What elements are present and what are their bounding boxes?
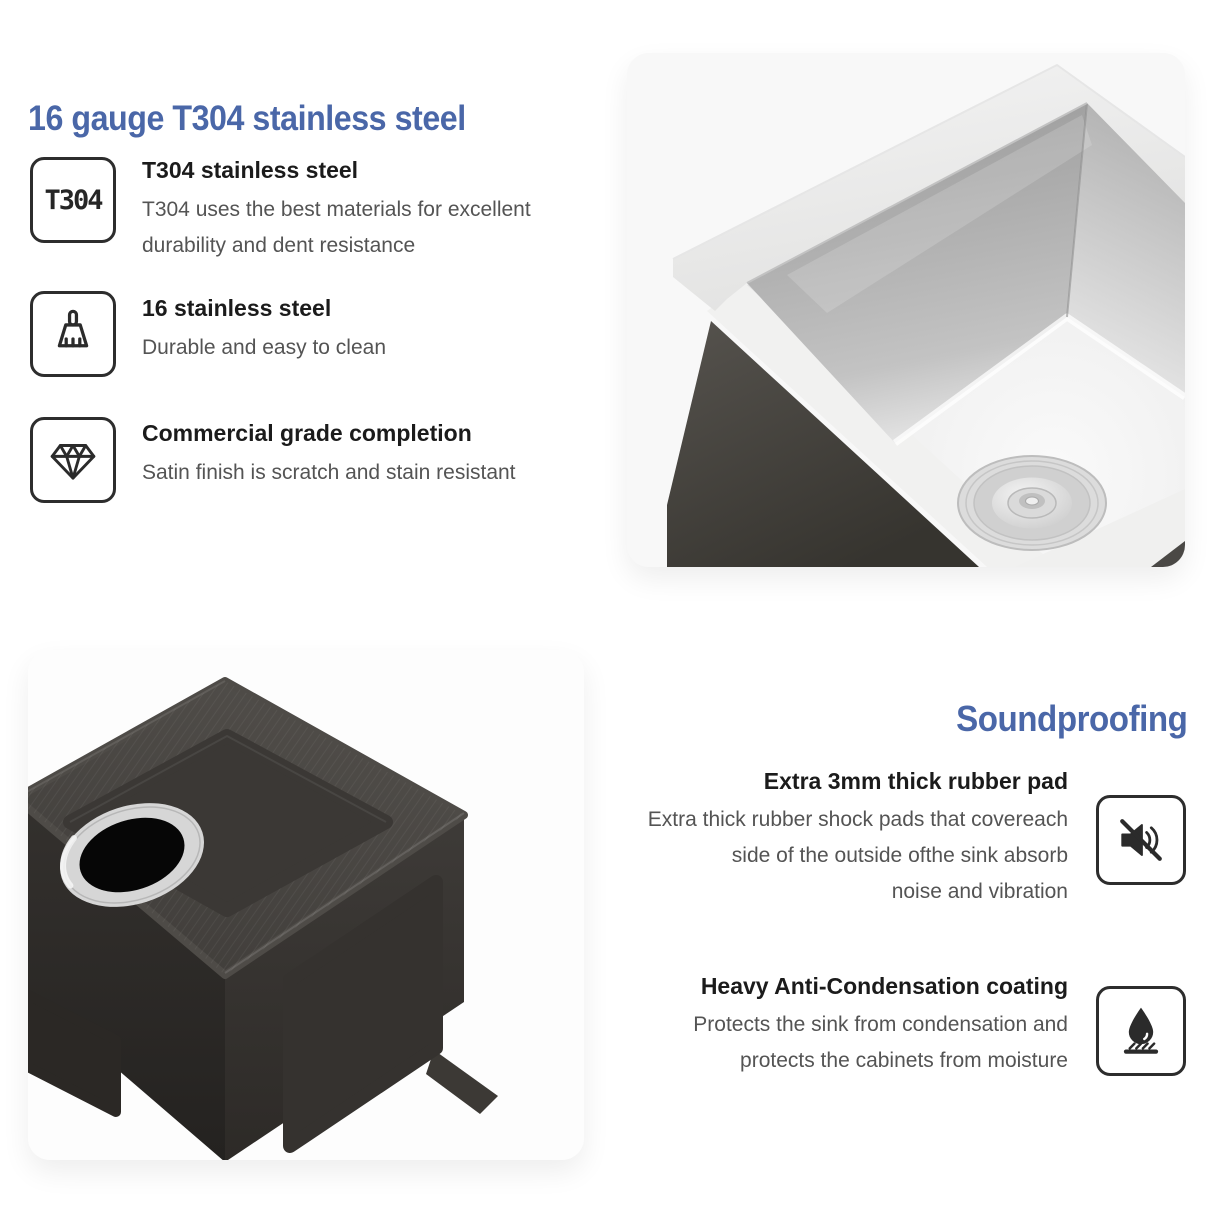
feature-line: Satin finish is scratch and stain resistant (142, 461, 516, 484)
soundproofing-section-heading: Soundproofing (955, 698, 1187, 740)
feature-line: noise and vibration (891, 880, 1068, 903)
muted-speaker-icon (1096, 795, 1186, 885)
feature-title: Commercial grade completion (142, 420, 472, 446)
feature-line: Durable and easy to clean (142, 336, 386, 359)
feature-line: side of the outside ofthe sink absorb (731, 844, 1068, 867)
feature-line: T304 uses the best materials for excellent (142, 198, 531, 221)
feature-title: Extra 3mm thick rubber pad (763, 768, 1068, 794)
sink-underside-photo (28, 650, 584, 1160)
cleaning-brush-icon (30, 291, 116, 377)
feature-title: Heavy Anti-Condensation coating (700, 973, 1068, 999)
feature-line: Extra thick rubber shock pads that covereach (647, 808, 1068, 831)
feature-title: T304 stainless steel (142, 157, 359, 183)
sound-feature-coating (568, 971, 1068, 1079)
sink-bowl-photo (627, 53, 1185, 567)
water-drop-coating-icon (1096, 986, 1186, 1076)
feature-line: protects the cabinets from moisture (740, 1049, 1068, 1072)
drain-assembly (958, 456, 1106, 550)
t304-badge-label: T304 (44, 184, 102, 216)
steel-section-heading: 16 gauge T304 stainless steel (28, 99, 466, 139)
t304-badge-icon (30, 157, 116, 243)
feature-line: Protects the sink from condensation and (693, 1013, 1068, 1036)
feature-line: durability and dent resistance (142, 234, 416, 257)
feature-title: 16 stainless steel (142, 295, 332, 321)
diamond-icon (30, 417, 116, 503)
sound-feature-rubber-pad (568, 766, 1068, 910)
